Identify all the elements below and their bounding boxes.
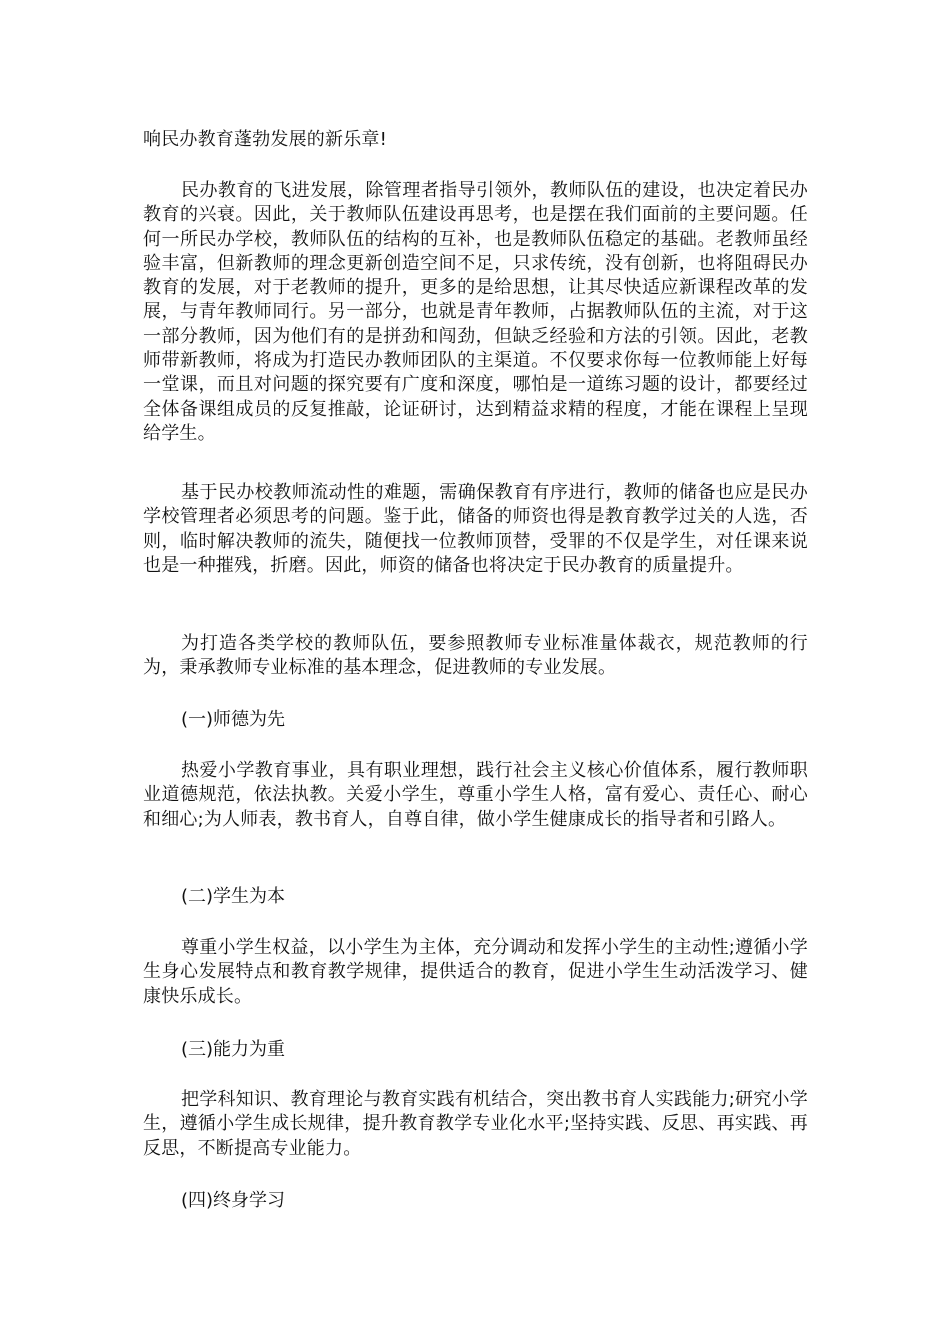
heading-ethics-first: (一)师德为先 <box>181 709 286 730</box>
paragraph-student-centered: 尊重小学生权益，以小学生为主体，充分调动和发挥小学生的主动性;遵循小学生身心发展特点和教育教学规律，提供适合的教育，促进小学生生动活泼学习、健康快乐成长。 <box>143 937 808 1007</box>
heading-ability-focused: (三)能力为重 <box>181 1039 286 1060</box>
paragraph-ethics: 热爱小学教育事业，具有职业理想，践行社会主义核心价值体系，履行教师职业道德规范，依法执教。关爱小学生，尊重小学生人格，富有爱心、责任心、耐心和细心;为人师表，教书育人，自尊自律，做小学生健康成长的指导者和引路人。 <box>143 760 808 830</box>
heading-student-centered: (二)学生为本 <box>181 886 286 907</box>
paragraph-professional-standards: 为打造各类学校的教师队伍，要参照教师专业标准量体裁衣，规范教师的行为，秉承教师专业标准的基本理念，促进教师的专业发展。 <box>143 633 808 679</box>
paragraph-continuation: 响民办教育蓬勃发展的新乐章! <box>143 129 388 150</box>
paragraph-teacher-team-building: 民办教育的飞进发展，除管理者指导引领外，教师队伍的建设，也决定着民办教育的兴衰。因此，关于教师队伍建设再思考，也是摆在我们面前的主要问题。任何一所民办学校，教师队伍的结构的互补，也是教师队伍稳定的基础。老教师虽经验丰富，但新教师的理念更新创造空间不足，只求传统，没有创新，也将阻碍民办教育的发展，对于老教师的提升，更多的是给思想，让其尽快适应新课程改革的发展，与青年教师同行。另一部分，也就是青年教师，占据教师队伍的主流，对于这一部分教师，因为他们有的是拼劲和闯劲，但缺乏经验和方法的引领。因此，老教师带新教师，将成为打造民办教师团队的主渠道。不仅要求你每一位教师能上好每一堂课，而且对问题的探究要有广度和深度，哪怕是一道练习题的设计，都要经过全体备课组成员的反复推敲，论证研讨，达到精益求精的程度，才能在课程上呈现给学生。 <box>143 180 808 444</box>
heading-lifelong-learning: (四)终身学习 <box>181 1190 286 1211</box>
paragraph-teacher-reserve: 基于民办校教师流动性的难题，需确保教育有序进行，教师的储备也应是民办学校管理者必须思考的问题。鉴于此，储备的师资也得是教育教学过关的人选，否则，临时解决教师的流失，随便找一位教师顶替，受罪的不仅是学生，对任课来说也是一种摧残，折磨。因此，师资的储备也将决定于民办教育的质量提升。 <box>143 482 808 576</box>
paragraph-ability: 把学科知识、教育理论与教育实践有机结合，突出教书育人实践能力;研究小学生，遵循小学生成长规律，提升教育教学专业化水平;坚持实践、反思、再实践、再反思，不断提高专业能力。 <box>143 1089 808 1159</box>
